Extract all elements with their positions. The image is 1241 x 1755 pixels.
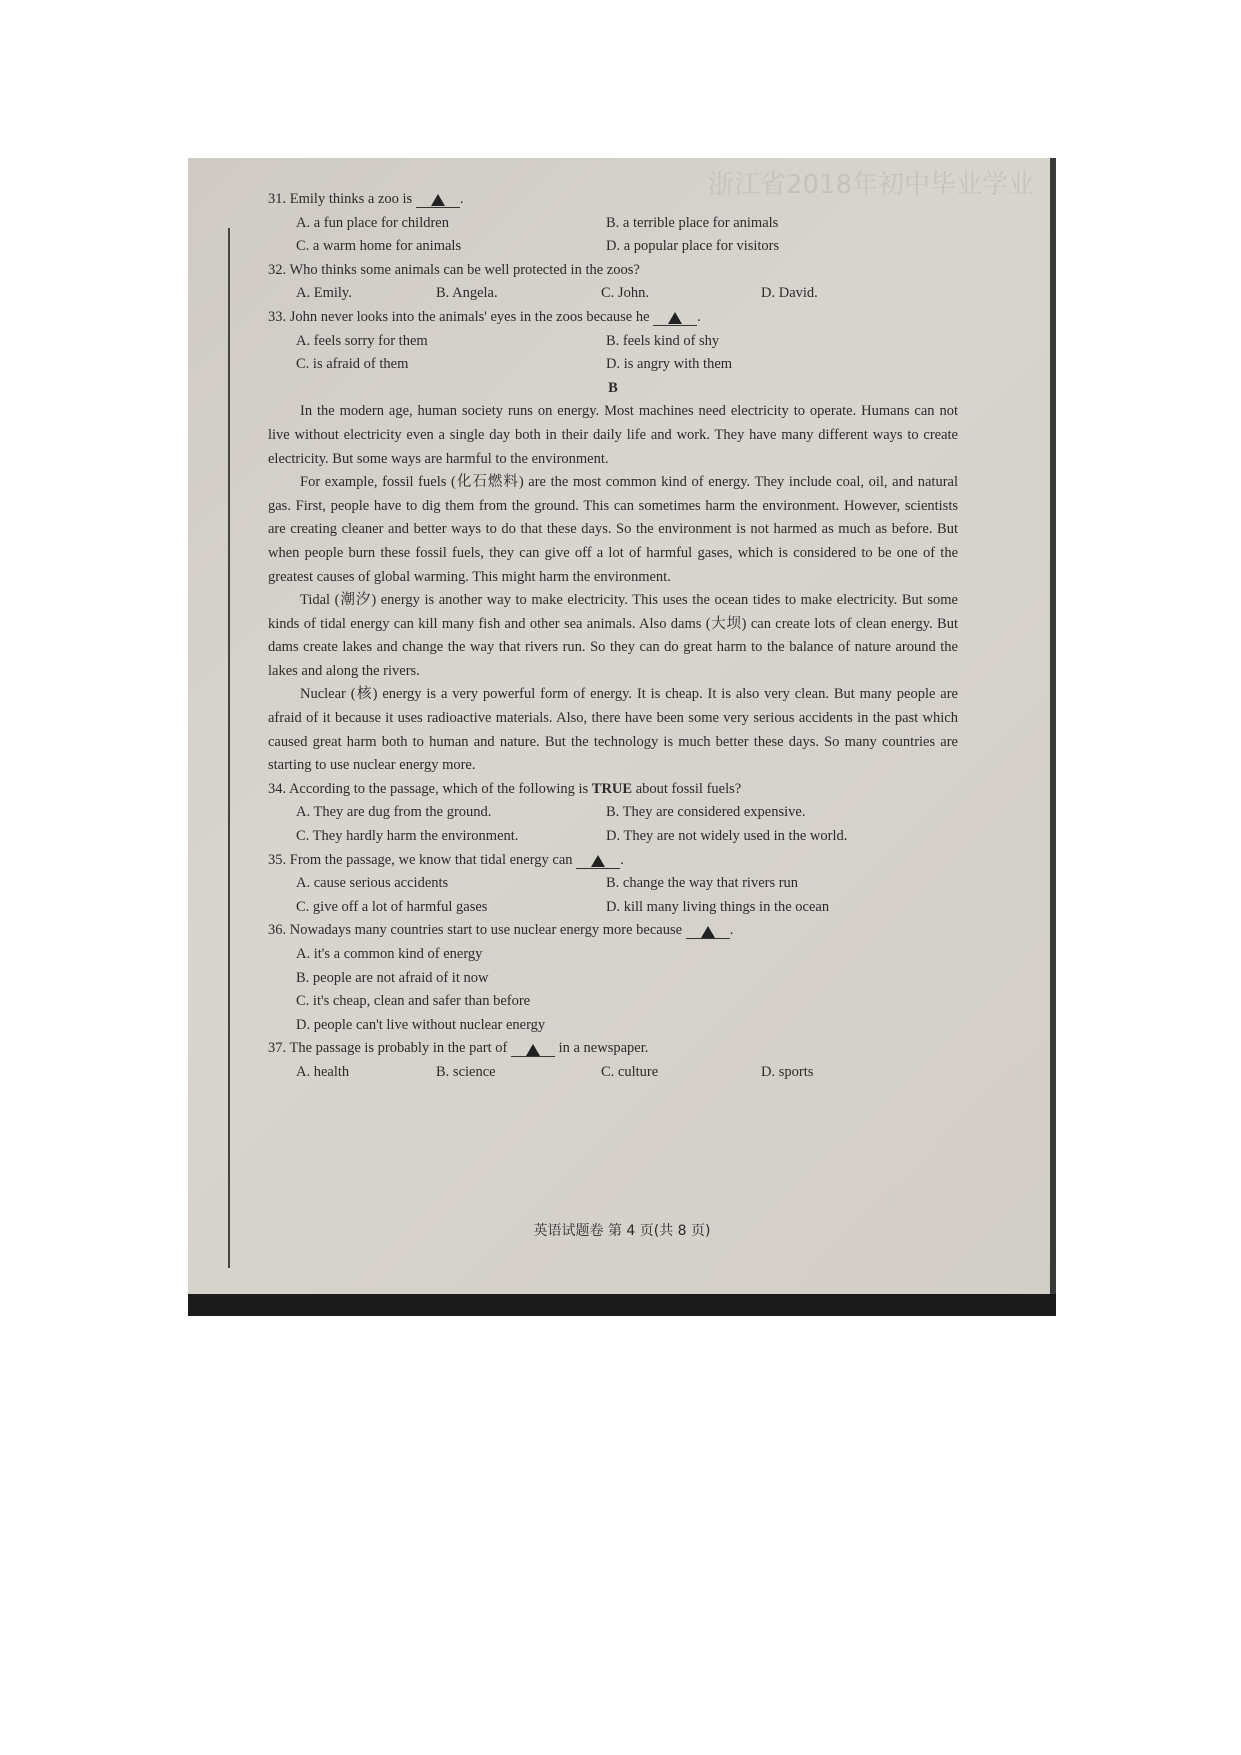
option: C. culture bbox=[601, 1063, 659, 1080]
option: A. cause serious accidents bbox=[296, 875, 449, 892]
answer-blank bbox=[653, 311, 697, 326]
option: B. feels kind of shy bbox=[606, 332, 720, 349]
margin-rule bbox=[228, 228, 230, 1268]
triangle-icon bbox=[431, 194, 445, 206]
option: B. a terrible place for animals bbox=[606, 214, 779, 231]
options-33 bbox=[268, 330, 958, 377]
option: D. They are not widely used in the world. bbox=[606, 828, 848, 845]
photo-edge bbox=[1050, 158, 1056, 1316]
option: C. a warm home for animals bbox=[296, 238, 462, 255]
question-34: 34. According to the passage, which of the following is TRUE about fossil fuels? bbox=[268, 780, 742, 797]
answer-blank bbox=[416, 193, 460, 208]
section-heading: B bbox=[608, 379, 618, 396]
option: C. They hardly harm the environment. bbox=[296, 828, 519, 845]
passage-paragraph: For example, fossil fuels (化石燃料) are the most common kind of energy. They include coal, oil, and natural gas. First, people have to dig them from the ground. This can sometimes harm the environment. However, scientists are creating cleaner and better ways to do that these days. So the environment is not harmed as much as before. But when people burn these fossil fuels, they can give off a lot of harmful gases, which is considered to be one of the greatest causes of global warming. This might harm the environment. bbox=[268, 474, 958, 585]
option: B. science bbox=[436, 1063, 496, 1080]
option: D. David. bbox=[761, 285, 818, 302]
option: B. people are not afraid of it now bbox=[296, 969, 489, 986]
options-35 bbox=[268, 872, 958, 919]
option: A. a fun place for children bbox=[296, 214, 449, 231]
options-31 bbox=[268, 212, 958, 259]
option: B. Angela. bbox=[436, 285, 498, 302]
option: A. They are dug from the ground. bbox=[296, 804, 492, 821]
triangle-icon bbox=[591, 855, 605, 867]
option: B. They are considered expensive. bbox=[606, 804, 806, 821]
passage-paragraph: Nuclear (核) energy is a very powerful form of energy. It is cheap. It is also very clean. But many people are afraid of it because it uses radioactive materials. Also, there have been some very serious accidents in the past which caused great harm both to human and nature. But the technology is much better these days. So many countries are starting to use nuclear energy more. bbox=[268, 686, 958, 774]
answer-blank bbox=[511, 1042, 555, 1057]
question-32: 32. Who thinks some animals can be well protected in the zoos? bbox=[268, 261, 640, 278]
options-36 bbox=[268, 943, 958, 1037]
option: D. a popular place for visitors bbox=[606, 238, 780, 255]
triangle-icon bbox=[701, 926, 715, 938]
option: D. is angry with them bbox=[606, 356, 733, 373]
passage-paragraph: In the modern age, human society runs on energy. Most machines need electricity to operate. Humans can not live without electricity even a single day both in their daily life and work. They have many different ways to create electricity. But some ways are harmful to the environment. bbox=[268, 403, 958, 467]
question-31: 31. Emily thinks a zoo is . bbox=[268, 191, 464, 207]
question-33: 33. John never looks into the animals' eyes in the zoos because he . bbox=[268, 308, 701, 325]
photo-bottom-shadow bbox=[188, 1294, 1056, 1316]
option: B. change the way that rivers run bbox=[606, 875, 799, 892]
question-36: 36. Nowadays many countries start to use nuclear energy more because . bbox=[268, 922, 734, 939]
option: A. feels sorry for them bbox=[296, 332, 428, 349]
page-footer: 英语试题卷 第 4 页(共 8 页) bbox=[533, 1223, 711, 1239]
option: D. sports bbox=[761, 1063, 814, 1080]
option: A. Emily. bbox=[296, 285, 352, 302]
exam-content bbox=[268, 188, 958, 1085]
options-34 bbox=[268, 801, 958, 848]
option: C. is afraid of them bbox=[296, 356, 409, 373]
question-37: 37. The passage is probably in the part of in a newspaper. bbox=[268, 1040, 649, 1057]
option: D. people can't live without nuclear energy bbox=[296, 1016, 546, 1033]
answer-blank bbox=[686, 924, 730, 939]
answer-blank bbox=[576, 854, 620, 869]
option: D. kill many living things in the ocean bbox=[606, 898, 830, 915]
options-32 bbox=[268, 282, 958, 306]
option: C. it's cheap, clean and safer than before bbox=[296, 993, 531, 1010]
option: A. health bbox=[296, 1063, 350, 1080]
triangle-icon bbox=[526, 1044, 540, 1056]
options-37 bbox=[268, 1061, 958, 1085]
passage-paragraph: Tidal (潮汐) energy is another way to make electricity. This uses the ocean tides to make electricity. But some kinds of tidal energy can kill many fish and other sea animals. Also dams (大坝) can create lots of clean energy. But dams create lakes and change the way that rivers run. So they can do great harm to the balance of nature around the lakes and along the rivers. bbox=[268, 592, 958, 679]
option: A. it's a common kind of energy bbox=[296, 946, 483, 962]
option: C. John. bbox=[601, 285, 649, 302]
exam-page-photo bbox=[188, 158, 1056, 1316]
option: C. give off a lot of harmful gases bbox=[296, 898, 488, 915]
triangle-icon bbox=[668, 312, 682, 324]
ghost-header-text: 浙江省2018年初中毕业学业 bbox=[708, 170, 1035, 200]
question-35: 35. From the passage, we know that tidal energy can . bbox=[268, 851, 624, 868]
